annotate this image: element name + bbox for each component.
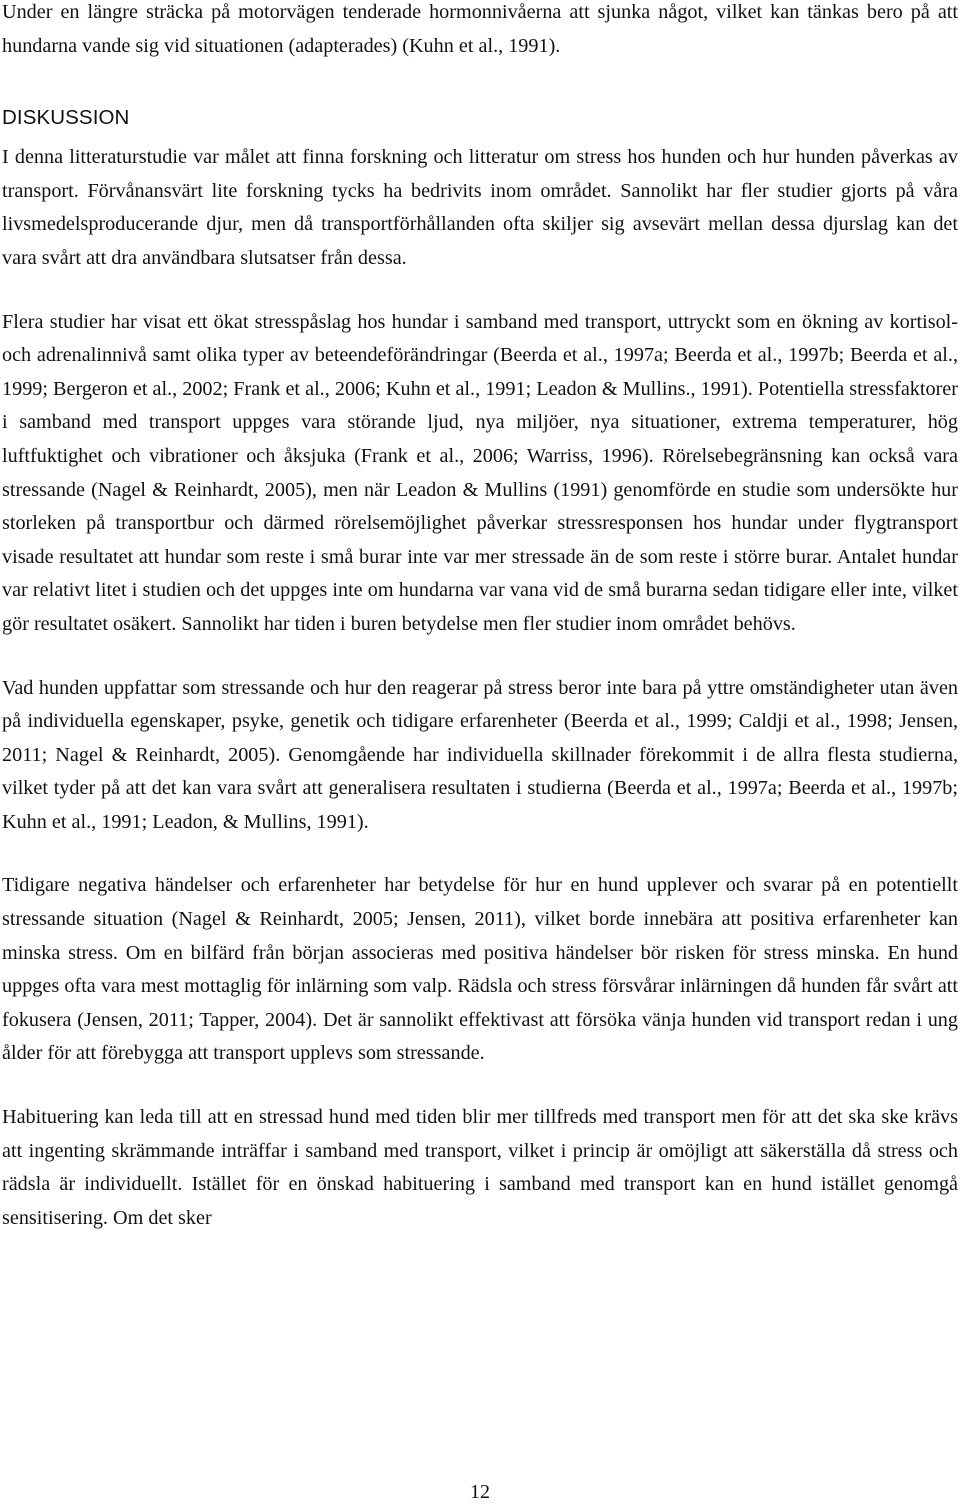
paragraph-aim: I denna litteraturstudie var målet att finna forskning och litteratur om stress hos hunden och hur hunden påverkas av transport. Förvånansvärt lite forskning tycks ha bedrivits inom området. Sannolikt har fler studier gjorts på våra livsmedelsproducerande djur, men då transportförhållanden ofta skiljer sig avsevärt mellan dessa djurslag kan det vara svårt att dra användbara slutsatser från dessa. [2,146,958,269]
intro-paragraph: Under en längre sträcka på motorvägen tenderade hormonnivåerna att sjunka något, vilket kan tänkas bero på att hundarna vande sig vid situationen (adapterades) (Kuhn et al., 1991). [2,1,958,57]
paragraph-individual-differences: Vad hunden uppfattar som stressande och hur den reagerar på stress beror inte bara på yttre omständigheter utan även på individuella egenskaper, psyke, genetik och tidigare erfarenheter (Beerda et al., 1999; Caldji et al., 1998; Jensen, 2011; Nagel & Reinhardt, 2005). Genomgående har individuella skillnader förekommit i de allra flesta studierna, vilket tyder på att det kan vara svårt att generalisera resultaten i studierna (Beerda et al., 1997a; Beerda et al., 1997b; Kuhn et al., 1991; Leadon, & Mullins, 1991). [2,676,958,833]
paragraph-habituation: Habituering kan leda till att en stressad hund med tiden blir mer tillfreds med transport men för att det ska ske krävs att ingenting skrämmande inträffar i samband med transport, vilket i princip är omöjligt att säkerställa då stress och rädsla är individuellt. Istället för en önskad habituering i samband med transport kan en hund istället genomgå sensitisering. Om det sker [2,1106,958,1229]
section-heading: DISKUSSION [2,106,130,130]
paragraph-stress-factors: Flera studier har visat ett ökat stresspåslag hos hundar i samband med transport, uttryckt som en ökning av kortisol- och adrenalinnivå samt olika typer av beteendeförändringar (Beerda et al., 1997a; Beerda et al., 1997b; Beerda et al., 1999; Bergeron et al., 2002; Frank et al., 2006; Kuhn et al., 1991; Leadon & Mullins., 1991). Potentiella stressfaktorer i samband med transport uppges vara störande ljud, nya miljöer, nya situationer, extrema temperaturer, hög luftfuktighet och vibrationer och åksjuka (Frank et al., 2006; Warriss, 1996). Rörelsebegränsning kan också vara stressande (Nagel & Reinhardt, 2005), men när Leadon & Mullins (1991) genomförde en studie som undersökte hur storleken på transportbur och därmed rörelsemöjlighet påverkar stressresponsen hos hundar under flygtransport visade resultatet att hundar som reste i små burar inte var mer stressade än de som reste i större burar. Antalet hundar var relativt litet i studien och det uppges inte om hundarna var vana vid de små burarna sedan tidigare eller inte, vilket gör resultatet osäkert. Sannolikt har tiden i buren betydelse men fler studier inom området behövs. [2,310,958,635]
paragraph-experiences: Tidigare negativa händelser och erfarenheter har betydelse för hur en hund upplever och svarar på en potentiellt stressande situation (Nagel & Reinhardt, 2005; Jensen, 2011), vilket borde innebära att positiva erfarenheter kan minska stress. Om en bilfärd från början associeras med positiva händelser bör risken för stress minska. En hund uppges ofta vara mest mottaglig för inlärning som valp. Rädsla och stress försvårar inlärningen då hunden får svårt att fokusera (Jensen, 2011; Tapper, 2004). Det är sannolikt effektivast att försöka vänja hunden vid transport redan i ung ålder för att förebygga att transport upplevs som stressande. [2,874,958,1065]
page-number: 12 [470,1481,490,1503]
